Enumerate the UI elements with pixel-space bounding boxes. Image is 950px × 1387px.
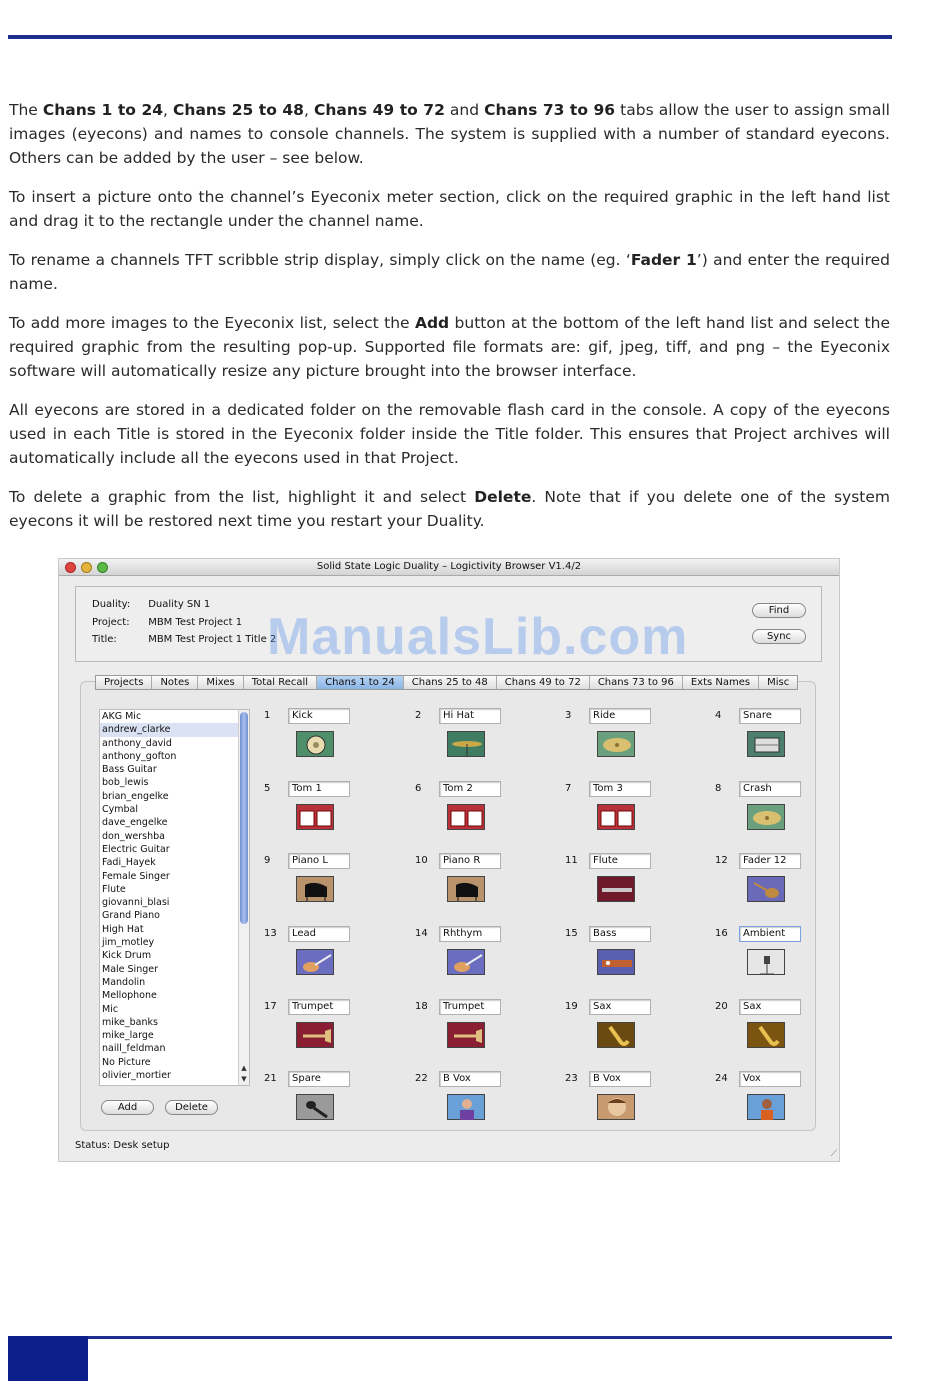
channel-number: 3 [565,710,572,721]
channel-number: 17 [264,1001,277,1012]
scroll-thumb[interactable] [240,712,248,924]
status-bar [75,1140,169,1151]
channel-name-field[interactable]: Piano L [288,853,350,869]
tab-projects[interactable]: Projects [96,676,152,689]
snare-drum-icon[interactable] [747,731,785,757]
channel-number: 10 [415,855,428,866]
channel-number: 1 [264,710,271,721]
channel-number: 19 [565,1001,578,1012]
channel-name-field[interactable]: Hi Hat [439,708,501,724]
list-item[interactable]: Electric Guitar [102,843,170,855]
text-run: To delete a graphic from the list, highlight it and select [9,488,475,506]
channel-name-field[interactable]: Kick [288,708,350,724]
ambient-mic-icon[interactable] [747,949,785,975]
scroll-up-icon[interactable]: ▲ [241,1064,247,1072]
bold-term: Add [414,314,450,332]
list-scrollbar[interactable] [238,710,249,1085]
text-run: ’) and enter the required name. [9,251,890,293]
list-item[interactable]: Fadi_Hayek [102,857,156,869]
list-item[interactable]: anthony_gofton [102,750,177,762]
channel-name-field[interactable]: Piano R [439,853,501,869]
tab-chans-1-to-24[interactable]: Chans 1 to 24 [317,676,404,689]
channel-number: 9 [264,855,271,866]
channel-number: 8 [715,783,722,794]
list-item[interactable]: High Hat [102,923,144,935]
paragraph [9,311,890,383]
list-item[interactable]: Cymbal [102,804,139,816]
paragraph [9,398,890,470]
bottom-rule [8,1336,892,1339]
channel-strip [715,853,855,923]
duality-row [92,599,210,610]
sync-button[interactable]: Sync [752,629,806,644]
channel-number: 12 [715,855,728,866]
tab-misc[interactable]: Misc [767,677,790,688]
list-item[interactable]: Kick Drum [102,950,152,962]
paragraph [9,485,890,533]
title-label: Title: [92,634,117,645]
paragraph [9,98,890,170]
channel-strip [415,999,555,1069]
channel-name-field[interactable]: B Vox [439,1071,501,1087]
page-tab [8,1336,88,1381]
channel-name-field[interactable]: Sax [589,999,651,1015]
channel-strip [565,853,705,923]
channel-strip [565,1071,705,1141]
text-run: and [444,101,485,119]
list-item[interactable]: No Picture [102,1056,151,1068]
window-title: Solid State Logic Duality – Logictivity Browser V1.4/2 [316,561,582,572]
channel-name-field[interactable]: Bass [589,926,651,942]
text-run: button at the bottom of the left hand list and select the required graphic from the resulting pop-up. Supported file formats are: gif, jpeg, tiff, and png – the Eyeconix software will automatically resize any picture brought into the browser interface. [9,314,890,380]
project-value: MBM Test Project 1 [148,617,243,628]
tab-mixes[interactable]: Mixes [198,676,243,689]
channel-name-field[interactable]: Ambient [739,926,801,942]
text-run: To rename a channels TFT scribble strip display, simply click on the name (eg. ‘ [9,251,631,269]
status-label: Status: [75,1140,111,1151]
text-run: . Note that if you delete one of the system eyecons it will be restored next time you restart your Duality. [9,488,890,530]
hi-hat-icon[interactable] [447,731,485,757]
channel-number: 20 [715,1001,728,1012]
channel-strip [565,781,705,851]
status-value: Desk setup [113,1140,170,1151]
list-item[interactable]: mike_large [102,1030,154,1042]
text-run: tabs allow the user to assign small images (eyecons) and names to console channels. The system is supplied with a number of standard eyecons. Others can be added by the user – see below. [9,101,890,167]
channel-number: 14 [415,928,428,939]
channel-strip [715,708,855,778]
tab-chans-49-to-72[interactable]: Chans 49 to 72 [497,676,590,689]
guitar-icon[interactable] [296,949,334,975]
channel-name-field[interactable]: Fader 12 [739,853,801,869]
duality-label: Duality: [92,599,131,610]
mic-icon[interactable] [296,1094,334,1120]
channel-number: 7 [565,783,572,794]
project-row [92,617,242,628]
channel-name-field[interactable]: Ride [589,708,651,724]
channel-strip [415,1071,555,1141]
paragraph [9,185,890,233]
channel-name-field[interactable]: Snare [739,708,801,724]
piano-icon[interactable] [296,876,334,902]
channel-strip [715,781,855,851]
tab-chans-25-to-48[interactable]: Chans 25 to 48 [404,676,497,689]
guitar-icon[interactable] [447,949,485,975]
channel-name-field[interactable]: Vox [739,1071,801,1087]
eyecon-list-items [100,710,249,1082]
text-run: All eyecons are stored in a dedicated folder on the removable flash card in the console. A copy of the eyecons used in each Title is stored in the Eyeconix folder inside the Title folder. This ensures that Project archives will automatically include all the eyecons used in that Project. [9,401,890,467]
find-button[interactable]: Find [752,603,806,618]
channel-strip [565,926,705,996]
bold-term: Delete [474,488,532,506]
channel-strip [264,853,404,923]
list-item[interactable]: Bass Guitar [102,764,157,776]
channel-strip [415,781,555,851]
channel-strip [264,926,404,996]
kick-drum-icon[interactable] [296,731,334,757]
channel-strip [415,926,555,996]
list-item[interactable]: jim_motley [102,937,155,949]
list-item[interactable]: Flute [102,883,126,895]
list-item[interactable]: mike_banks [102,1016,158,1028]
channel-number: 4 [715,710,722,721]
list-item[interactable]: naill_feldman [102,1043,166,1055]
paragraph [9,248,890,296]
bold-term: Chans 49 to 72 [313,101,445,119]
channel-strip [415,708,555,778]
channel-strip [264,999,404,1069]
resize-grip-icon[interactable]: ⟋ [830,1149,837,1159]
piano-icon[interactable] [447,876,485,902]
channel-strip [565,708,705,778]
channel-strip [264,1071,404,1141]
channel-name-field[interactable]: Lead [288,926,350,942]
title-row [92,634,276,645]
bold-term: Chans 73 to 96 [484,101,616,119]
text-run: To insert a picture onto the channel’s Eyeconix meter section, click on the required graphic in the left hand list and drag it to the rectangle under the channel name. [9,188,890,230]
list-item[interactable]: dave_engelke [102,817,168,829]
vocalist-icon[interactable] [747,1094,785,1120]
top-rule [8,35,892,39]
channel-strip [715,1071,855,1141]
list-item[interactable]: Mandolin [102,976,146,988]
browser-window [58,558,840,1162]
channel-number: 11 [565,855,578,866]
text-run: To add more images to the Eyeconix list, select the [9,314,415,332]
channel-name-field[interactable]: B Vox [589,1071,651,1087]
channel-strip [264,781,404,851]
channel-name-field[interactable]: Crash [739,781,801,797]
channel-name-field[interactable]: Trumpet [288,999,350,1015]
channel-number: 18 [415,1001,428,1012]
scroll-down-icon[interactable]: ▼ [241,1075,247,1083]
list-item[interactable]: Female Singer [102,870,170,882]
channel-name-field[interactable]: Tom 2 [439,781,501,797]
channel-name-field[interactable]: Flute [589,853,651,869]
list-item[interactable]: Male Singer [102,963,158,975]
duality-value: Duality SN 1 [148,599,211,610]
channel-number: 2 [415,710,422,721]
channel-number: 24 [715,1073,728,1084]
channel-name-field[interactable]: Spare [288,1071,350,1087]
tab-chans-73-to-96[interactable]: Chans 73 to 96 [590,676,683,689]
channel-strip [415,853,555,923]
channel-number: 16 [715,928,728,939]
text-run: The [9,101,43,119]
tab-notes[interactable]: Notes [152,676,198,689]
tom-drum-icon[interactable] [597,804,635,830]
channel-number: 13 [264,928,277,939]
mandolin-icon[interactable] [747,876,785,902]
flute-icon[interactable] [597,876,635,902]
list-item[interactable]: Grand Piano [102,910,160,922]
tab-total-recall[interactable]: Total Recall [244,676,317,689]
list-item[interactable]: giovanni_blasi [102,897,170,909]
list-item[interactable]: don_wershba [102,830,165,842]
list-item[interactable]: olivier_mortier [102,1070,171,1082]
tom-drum-icon[interactable] [447,804,485,830]
list-item[interactable]: andrew_clarke [100,723,249,736]
list-item[interactable]: bob_lewis [102,777,149,789]
channel-number: 23 [565,1073,578,1084]
channel-name-field[interactable]: Tom 3 [589,781,651,797]
bold-term: Chans 25 to 48 [173,101,304,119]
channel-name-field[interactable]: Rhthym [439,926,501,942]
crash-cymbal-icon[interactable] [747,804,785,830]
channel-strip [565,999,705,1069]
channel-number: 22 [415,1073,428,1084]
channel-number: 5 [264,783,271,794]
tab-bar [95,675,798,690]
list-item[interactable]: brian_engelke [102,790,169,802]
list-item[interactable]: Mic [102,1003,119,1015]
trumpet-icon[interactable] [296,1022,334,1048]
project-label: Project: [92,617,130,628]
title-value: MBM Test Project 1 Title 2 [148,634,277,645]
bold-term: Chans 1 to 24 [42,101,164,119]
channel-number: 21 [264,1073,277,1084]
channel-strip [715,999,855,1069]
channel-name-field[interactable]: Tom 1 [288,781,350,797]
channel-name-field[interactable]: Sax [739,999,801,1015]
tom-drum-icon[interactable] [296,804,334,830]
eyecon-list[interactable] [99,709,250,1086]
body-text [9,98,890,548]
list-item[interactable]: AKG Mic [102,711,142,722]
sax-icon[interactable] [747,1022,785,1048]
watermark: ManualsLib.com [267,608,689,666]
channel-strip [715,926,855,996]
ride-cymbal-icon[interactable] [597,731,635,757]
add-button[interactable]: Add [101,1100,154,1115]
title-bar[interactable] [59,559,839,576]
channel-number: 15 [565,928,578,939]
text-run: , [303,101,314,119]
trumpet-icon[interactable] [447,1022,485,1048]
text-run: , [163,101,174,119]
list-item[interactable]: Mellophone [102,990,157,1002]
tab-exts-names[interactable]: Exts Names [683,676,759,689]
channel-strip [264,708,404,778]
list-item[interactable]: anthony_david [102,737,172,749]
face-photo-icon[interactable] [597,1094,635,1120]
channel-number: 6 [415,783,422,794]
channel-name-field[interactable]: Trumpet [439,999,501,1015]
bold-term: Fader 1 [630,251,697,269]
delete-button[interactable]: Delete [165,1100,218,1115]
sax-icon[interactable] [597,1022,635,1048]
singer-icon[interactable] [447,1094,485,1120]
bass-guitar-icon[interactable] [597,949,635,975]
